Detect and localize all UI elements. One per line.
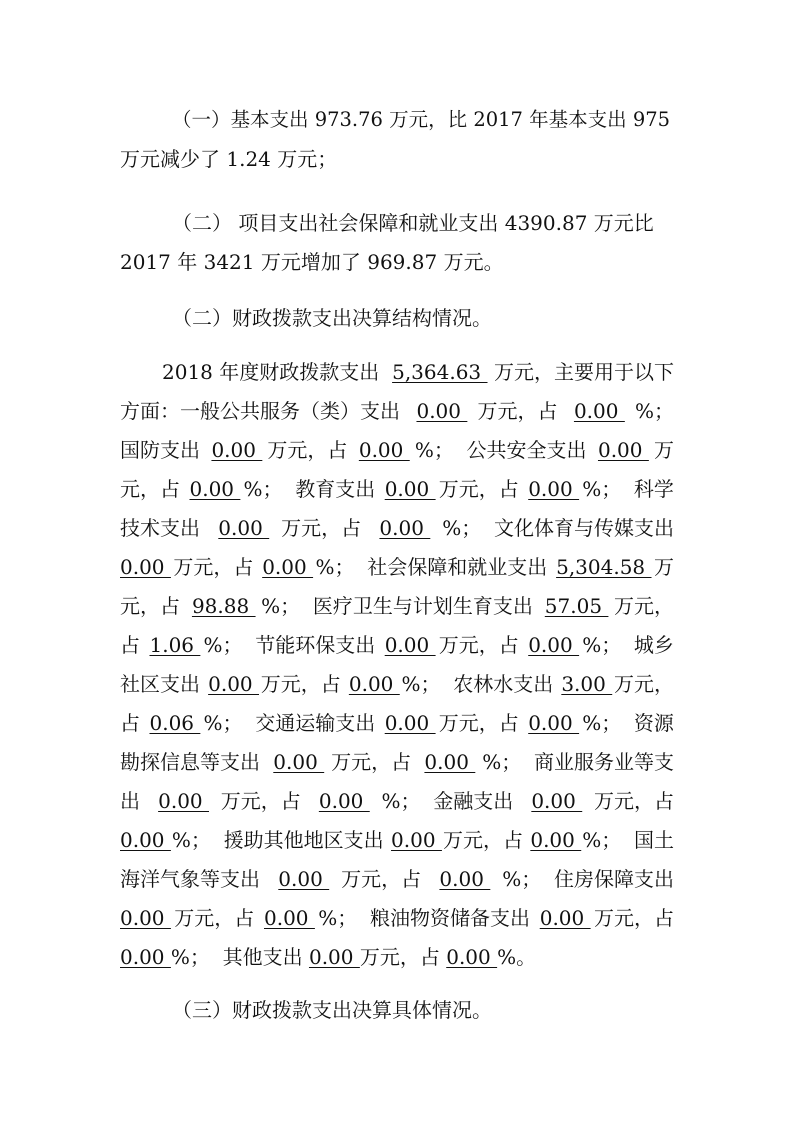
underlined-value: 0.00 (120, 555, 171, 579)
text-segment: 万元，占 (341, 867, 428, 891)
text-segment: 万元，占 (220, 789, 308, 813)
text-line (120, 710, 674, 736)
text-segment: （一）基本支出 973.76 万元，比 2017 年基本支出 975 (172, 108, 671, 131)
text-segment: 万元， (613, 672, 674, 696)
underlined-value: 0.00 (348, 672, 400, 696)
text-line (120, 398, 674, 424)
text-segment: %； 农林水支出 (401, 672, 560, 696)
underlined-value: 1.06 (149, 633, 201, 657)
text-segment: 万元，占 (260, 672, 348, 696)
text-line (172, 305, 674, 331)
underlined-value: 0.00 (384, 711, 436, 735)
text-segment: %； 其他支出 (170, 945, 309, 969)
text-segment: %； 科学 (582, 477, 674, 501)
underlined-value: 0.00 (379, 516, 431, 540)
text-line (120, 944, 674, 970)
underlined-value: 0.00 (264, 906, 315, 930)
underlined-value: 0.00 (308, 945, 360, 969)
text-segment: %； 城乡 (582, 633, 674, 657)
underlined-value: 0.00 (278, 867, 330, 891)
underlined-value: 0.00 (531, 789, 583, 813)
text-segment: 技术支出 (120, 516, 207, 540)
text-line (120, 827, 674, 853)
text-line (120, 437, 674, 463)
text-segment: %； 援助其他地区支出 (171, 828, 390, 852)
text-segment: %； 商业服务业等支 (482, 750, 674, 774)
text-line (120, 515, 674, 541)
text-line (120, 866, 674, 892)
underlined-value: 0.00 (211, 438, 263, 462)
text-segment: 万 (653, 438, 674, 462)
underlined-value: 0.00 (262, 555, 314, 579)
text-segment: 万元，主要用于以下 (493, 360, 674, 384)
text-segment: %； 国土 (582, 828, 674, 852)
text-segment: 万元，占 (359, 945, 447, 969)
underlined-value: 0.00 (539, 906, 591, 930)
text-segment: %； 医疗卫生与计划生育支出 (261, 594, 540, 618)
underlined-value: 0.00 (446, 945, 498, 969)
underlined-value: 57.05 (544, 594, 609, 618)
text-line (120, 554, 674, 580)
text-segment: 万元，占 (438, 477, 526, 501)
text-segment: 万元，占 (331, 750, 418, 774)
underlined-value: 0.00 (120, 828, 171, 852)
text-line (120, 905, 674, 931)
text-segment: 万元，占 (593, 789, 674, 813)
text-segment: %； 教育支出 (243, 477, 382, 501)
underlined-value: 5,364.63 (392, 360, 488, 384)
text-line (120, 146, 674, 172)
underlined-value: 0.00 (208, 672, 259, 696)
underlined-value: 0.00 (120, 906, 171, 930)
text-line (162, 359, 674, 385)
text-line (120, 593, 674, 619)
text-segment: %。 (497, 945, 537, 969)
underlined-value: 3.00 (561, 672, 613, 696)
text-segment: %； 交通运输支出 (203, 711, 382, 735)
text-segment: 2018 年度财政拨款支出 (162, 360, 386, 384)
text-segment: 万元减少了 1.24 万元； (120, 147, 338, 171)
text-segment: 国防支出 (120, 438, 207, 462)
text-line (120, 632, 674, 658)
text-segment: %； 资源 (582, 711, 674, 735)
text-segment: %； 公共安全支出 (414, 438, 593, 462)
text-segment: 勘探信息等支出 (120, 750, 267, 774)
text-segment: %； 住房保障支出 (502, 867, 674, 891)
text-segment: %； 社会保障和就业支出 (315, 555, 554, 579)
text-segment: 占 (120, 711, 147, 735)
text-line (120, 476, 674, 502)
underlined-value: 0.06 (149, 711, 201, 735)
text-segment: %； 文化体育与传媒支出 (442, 516, 674, 540)
text-segment: 海洋气象等支出 (120, 867, 267, 891)
text-segment: （二） 项目支出社会保障和就业支出 4390.87 万元比 (172, 211, 654, 235)
underlined-value: 0.00 (318, 789, 370, 813)
text-segment: （三）财政拨款支出决算具体情况。 (172, 998, 492, 1022)
text-segment: 万元，占 (593, 906, 674, 930)
underlined-value: 0.00 (528, 633, 580, 657)
text-segment: 万元，占 (477, 399, 564, 423)
underlined-value: 0.00 (384, 477, 436, 501)
text-segment: （二）财政拨款支出决算结构情况。 (172, 306, 492, 330)
text-segment: 社区支出 (120, 672, 207, 696)
text-segment: %； (634, 399, 674, 423)
underlined-value: 0.00 (424, 750, 476, 774)
underlined-value: 0.00 (384, 633, 436, 657)
text-segment: 万元，占 (438, 711, 526, 735)
text-line (120, 671, 674, 697)
text-segment: 万元，占 (267, 438, 354, 462)
text-line (172, 107, 674, 133)
text-segment: 万元，占 (438, 633, 526, 657)
underlined-value: 0.00 (439, 867, 491, 891)
text-segment: 方面：一般公共服务（类）支出 (120, 399, 407, 423)
underlined-value: 0.00 (189, 477, 241, 501)
underlined-value: 0.00 (391, 828, 442, 852)
text-segment: 万元，占 (442, 828, 530, 852)
text-line (120, 788, 674, 814)
text-line (172, 210, 674, 236)
text-segment: 2017 年 3421 万元增加了 969.87 万元。 (120, 250, 504, 274)
text-segment: %； 粮油物资储备支出 (318, 906, 537, 930)
text-segment: 万 (653, 555, 674, 579)
underlined-value: 0.00 (528, 711, 580, 735)
text-segment: 万元， (614, 594, 674, 618)
text-line (120, 749, 674, 775)
underlined-value: 0.00 (120, 945, 171, 969)
underlined-value: 0.00 (597, 438, 649, 462)
underlined-value: 0.00 (158, 789, 209, 813)
text-segment: 元，占 (120, 594, 187, 618)
text-segment: 万元，占 (174, 906, 261, 930)
underlined-value: 0.00 (273, 750, 325, 774)
text-segment: 占 (120, 633, 147, 657)
underlined-value: 98.88 (191, 594, 256, 618)
underlined-value: 0.00 (530, 828, 582, 852)
underlined-value: 0.00 (528, 477, 580, 501)
text-line (172, 997, 674, 1023)
text-segment: %； 节能环保支出 (203, 633, 382, 657)
underlined-value: 0.00 (416, 399, 468, 423)
text-segment: 出 (120, 789, 147, 813)
text-segment: 万元，占 (173, 555, 260, 579)
underlined-value: 0.00 (218, 516, 270, 540)
underlined-value: 0.00 (573, 399, 625, 423)
underlined-value: 0.00 (358, 438, 410, 462)
text-segment: 元，占 (120, 477, 187, 501)
text-segment: 万元，占 (281, 516, 368, 540)
text-line (120, 249, 674, 275)
underlined-value: 5,304.58 (556, 555, 652, 579)
text-segment: %； 金融支出 (381, 789, 520, 813)
